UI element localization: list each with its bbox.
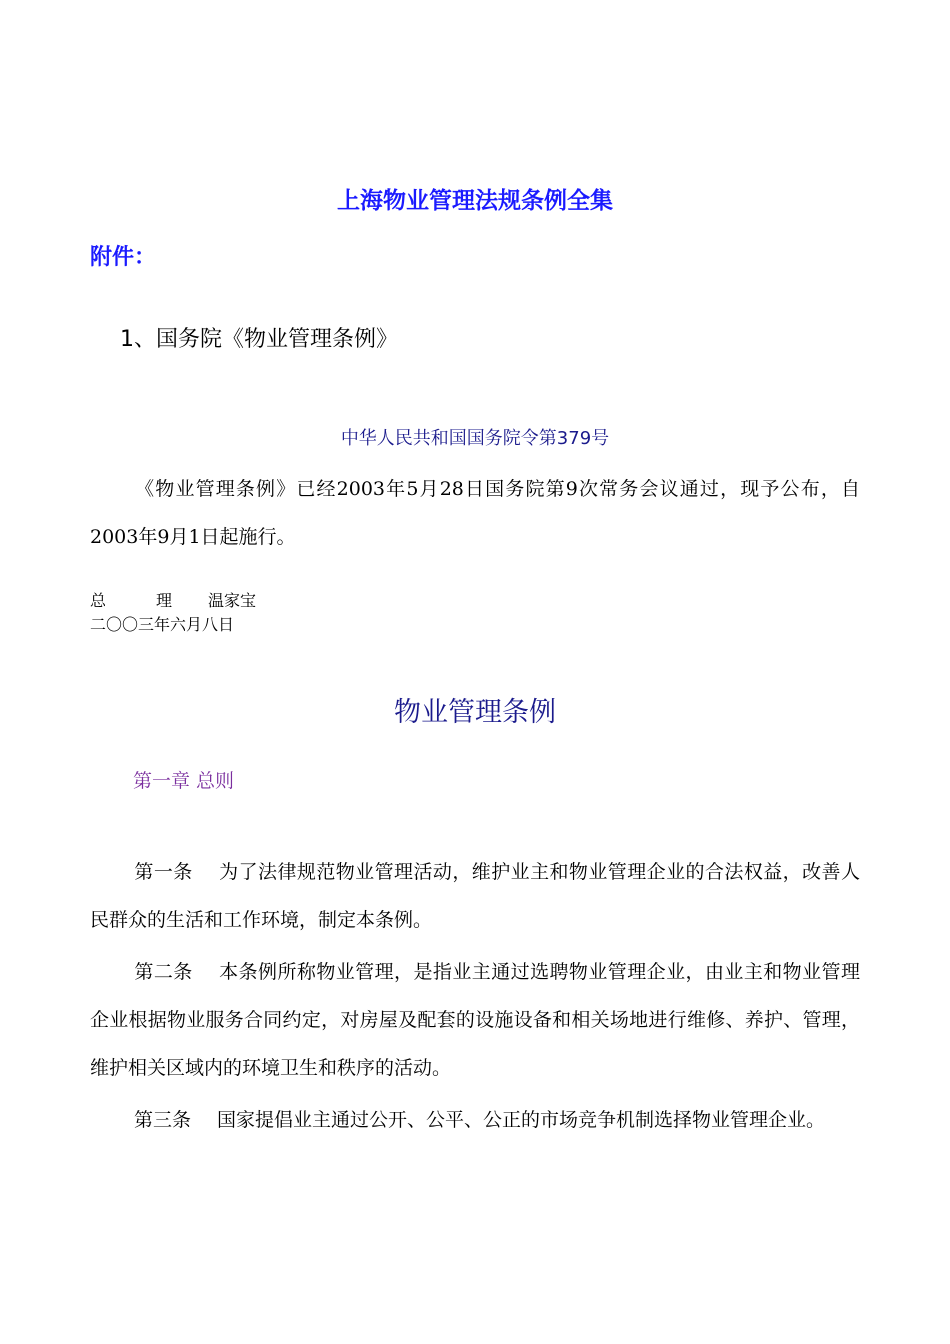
decree-text: 《物业管理条例》已经2003年5月28日国务院第9次常务会议通过，现予公布，自2003年9月1日起施行。	[90, 478, 860, 548]
article-text: 本条例所称物业管理，是指业主通过选聘物业管理企业，由业主和物业管理企业根据物业服务合同约定，对房屋及配套的设施设备和相关场地进行维修、养护、管理，维护相关区域内的环境卫生和秩序的活动。	[90, 961, 860, 1079]
attachment-label: 附件：	[90, 244, 157, 270]
decree-paragraph	[90, 465, 860, 561]
article-1	[90, 848, 860, 944]
signature-role-char-2: 理	[156, 591, 173, 610]
signature-date: 二〇〇三年六月八日	[90, 615, 235, 634]
decree-heading: 中华人民共和国国务院令第379号	[340, 428, 610, 449]
article-label: 第一条	[134, 861, 193, 883]
article-label: 第三条	[134, 1109, 192, 1131]
signature-name: 温家宝	[208, 591, 257, 610]
article-text: 国家提倡业主通过公开、公平、公正的市场竞争机制选择物业管理企业。	[217, 1109, 826, 1131]
regulation-title: 物业管理条例	[394, 697, 556, 728]
article-label: 第二条	[134, 961, 193, 983]
signature-line	[90, 588, 256, 611]
article-2	[90, 948, 860, 1092]
attachment-item-1: 1、国务院《物业管理条例》	[120, 327, 398, 352]
article-3	[90, 1096, 860, 1144]
chapter-heading: 第一章 总则	[133, 770, 235, 792]
document-title: 上海物业管理法规条例全集	[337, 187, 613, 214]
signature-role-char-1: 总	[90, 591, 107, 610]
article-text: 为了法律规范物业管理活动，维护业主和物业管理企业的合法权益，改善人民群众的生活和工作环境，制定本条例。	[90, 861, 860, 931]
